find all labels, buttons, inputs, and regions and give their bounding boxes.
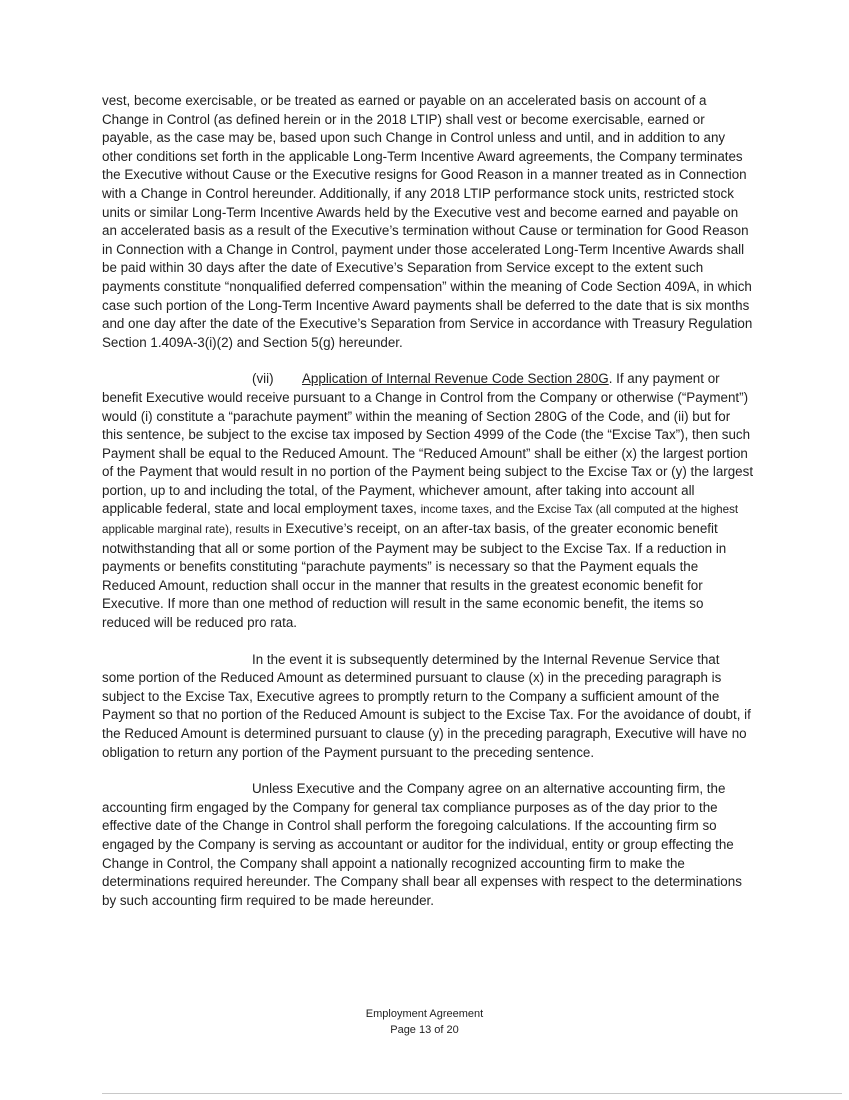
bottom-divider: [102, 1093, 842, 1094]
paragraph-continuation: vest, become exercisable, or be treated as earned or payable on an accelerated basis on account of a Change in Control (as defined herein or in the 2018 LTIP) shall vest or become exercisable, earned or payable, as the case may be, based upon such Change in Control unless and until, and in addition to any other conditions set forth in the applicable Long-Term Incentive Award agreements, the Company terminates the Executive without Cause or the Executive resigns for Good Reason in a manner treated as in Connection with a Change in Control hereunder. Additionally, if any 2018 LTIP performance stock units, restricted stock units or similar Long-Term Incentive Awards held by the Executive vest and become earned and payable on an accelerated basis as a result of the Executive’s termination without Cause or termination for Good Reason in Connection with a Change in Control, payment under those accelerated Long-Term Incentive Awards shall be paid within 30 days after the date of Executive’s Separation from Service except to the extent such payments constitute “nonqualified deferred compensation” within the meaning of Code Section 409A, in which case such portion of the Long-Term Incentive Award payments shall be deferred to the date that is six months and one day after the date of the Executive’s Separation from Service in accordance with Treasury Regulation Section 1.409A-3(i)(2) and Section 5(g) hereunder.: [102, 93, 753, 350]
footer-page-number: Page 13 of 20: [390, 1024, 459, 1036]
section-text-part-a: . If any payment or benefit Executive would receive pursuant to a Change in Control from the Company or otherwise (“Payment”) would (i) constitute a “parachute payment” within the meaning of Section 280G of the Code, and (ii) but for this sentence, be subject to the excise tax imposed by Section 4999 of the Code (the “Excise Tax”), then such Payment shall be equal to the Reduced Amount. The “Reduced Amount” shall be either (x) the largest portion of the Payment that would result in no portion of the Payment being subject to the Excise Tax or (y) the largest portion, up to and including the total, of the Payment, whichever amount, after taking into account all applicable federal, state and local employment taxes,: [102, 371, 754, 517]
paragraph-accounting-firm: Unless Executive and the Company agree on an alternative accounting firm, the accounting firm engaged by the Company for general tax compliance purposes as of the day prior to the effective date of the Change in Control shall perform the foregoing calculations. If the accounting firm so engaged by the Company is serving as accountant or auditor for the individual, entity or group effecting the Change in Control, the Company shall appoint a nationally recognized accounting firm to make the determinations required hereunder. The Company shall bear all expenses with respect to the determinations by such accounting firm required to be made hereunder.: [102, 781, 742, 908]
page-body: [102, 92, 754, 910]
section-text-part-b: Executive’s receipt, on an after-tax basis, of the greater economic benefit notwithstanding that all or some portion of the Payment may be subject to the Excise Tax. If a reduction in payments or benefits constituting “parachute payments” is necessary so that the Payment equals the Reduced Amount, reduction shall occur in the manner that results in the greatest economic benefit for Executive. If more than one method of reduction will result in the same economic benefit, the items so reduced will be reduced pro rata.: [102, 521, 727, 631]
section-number: (vii): [252, 371, 274, 387]
paragraph-excise-return: In the event it is subsequently determined by the Internal Revenue Service that some portion of the Reduced Amount as determined pursuant to clause (x) in the preceding paragraph is subject to the Excise Tax, Executive agrees to promptly return to the Company a sufficient amount of the Payment so that no portion of the Reduced Amount is subject to the Excise Tax. For the avoidance of doubt, if the Reduced Amount is determined pursuant to clause (y) in the preceding paragraph, Executive will have no obligation to return any portion of the Payment pursuant to the preceding sentence.: [102, 651, 751, 760]
paragraph-section-vii: [102, 370, 754, 632]
section-heading: Application of Internal Revenue Code Section 280G: [302, 371, 609, 387]
page-footer: [0, 1006, 849, 1038]
section-text-small-run: income taxes, and the Excise Tax (all computed at the highest applicable marginal rate), results in: [102, 503, 739, 537]
footer-title: Employment Agreement: [365, 1008, 484, 1020]
